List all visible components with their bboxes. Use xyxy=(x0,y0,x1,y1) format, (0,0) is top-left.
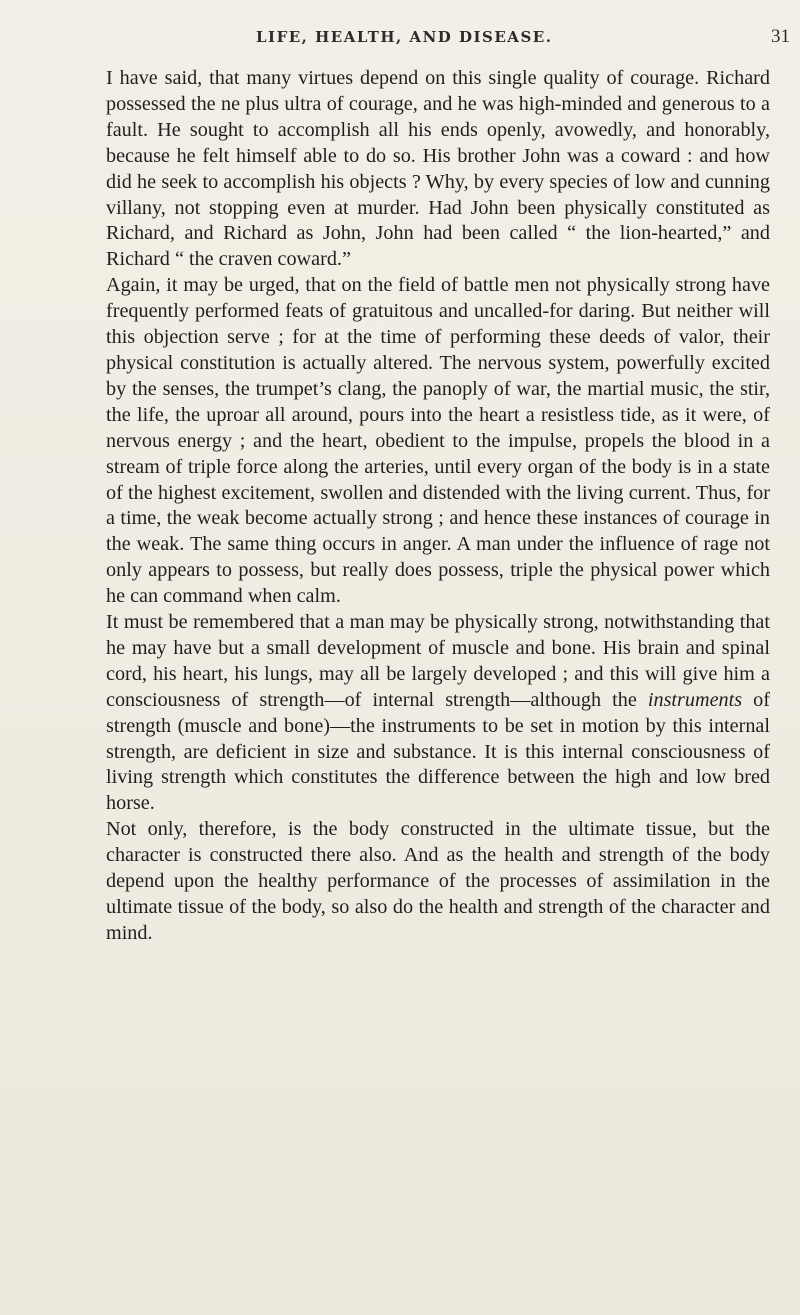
page-header xyxy=(100,28,800,56)
running-head: LIFE, HEALTH, AND DISEASE. xyxy=(256,28,553,46)
paragraph-internal-strength-part-2: of strength (muscle and bone)—the instruments to be set in motion by this internal strength, are deficient in size and substance. It is this internal consciousness of living strength which constitutes the difference between the high and low bred horse. xyxy=(106,688,770,815)
paragraph-battle-valor: Again, it may be urged, that on the field of battle men not physically strong have frequently performed feats of gratuitous and uncalled-for daring. But neither will this objection serve ; for at the time of performing these deeds of valor, their physical constitution is actually altered. The nervous system, powerfully excited by the senses, the trumpet’s clang, the panoply of war, the martial music, the stir, the life, the uproar all around, pours into the heart a resistless tide, as it were, of nervous energy ; and the heart, obedient to the impulse, propels the blood in a stream of triple force along the arteries, until every organ of the body is in a state of the highest excitement, swollen and distended with the living current. Thus, for a time, the weak become actually strong ; and hence these instances of courage in the weak. The same thing occurs in anger. A man under the influence of rage not only appears to possess, but really does possess, triple the physical power which he can command when calm. xyxy=(106,274,770,608)
body-text xyxy=(106,66,770,947)
paragraph-internal-strength xyxy=(106,610,770,817)
page-number: 31 xyxy=(771,26,790,47)
emphasis-instruments: instruments xyxy=(647,688,743,711)
paragraph-internal-strength-part-1: It must be remembered that a man may be physically strong, notwithstanding that he may have but a small development of muscle and bone. His brain and spinal cord, his heart, his lungs, may all be largely developed ; and this will give him a consciousness of strength—of internal strength—although the xyxy=(106,611,770,711)
paragraph-courage-richard-john: I have said, that many virtues depend on this single quality of courage. Richard possessed the ne plus ultra of courage, and he was high-minded and generous to a fault. He sought to accomplish all his ends openly, avowedly, and honorably, because he felt himself able to do so. His brother John was a coward : and how did he seek to accomplish his objects ? Why, by every species of low and cunning villany, not stopping even at murder. Had John been physically constituted as Richard, and Richard as John, John had been called “ the lion-hearted,” and Richard “ the craven coward.” xyxy=(106,67,770,271)
paragraph-ultimate-tissue: Not only, therefore, is the body constructed in the ultimate tissue, but the character is constructed there also. And as the health and strength of the body depend upon the healthy performance of the processes of assimilation in the ultimate tissue of the body, so also do the health and strength of the character and mind. xyxy=(106,818,770,944)
